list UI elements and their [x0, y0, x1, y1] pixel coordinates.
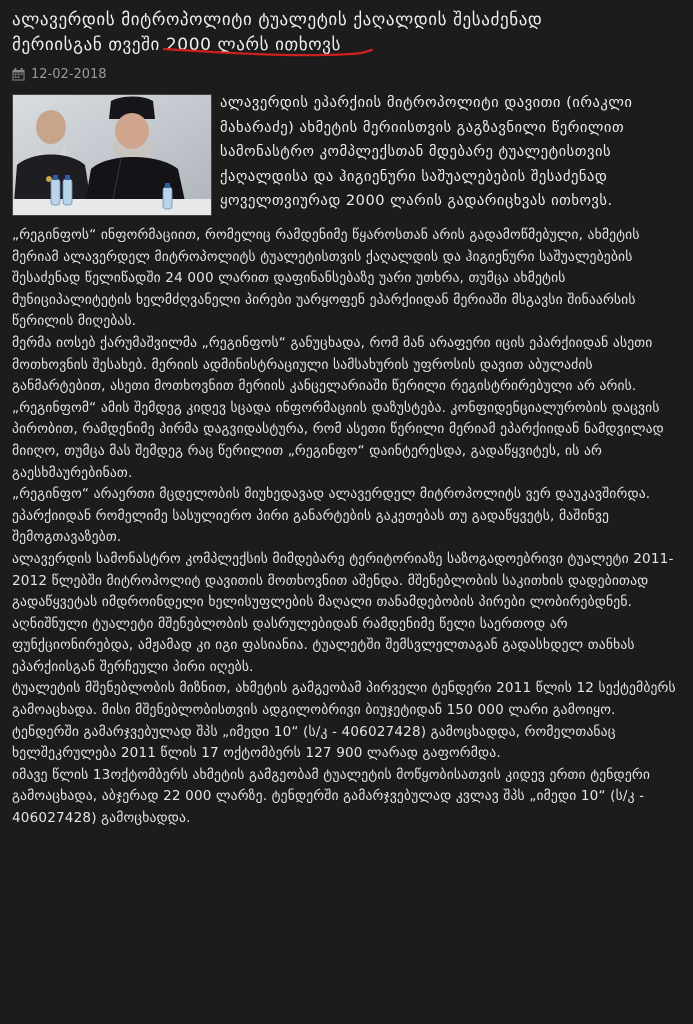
clergy-photo [12, 94, 212, 216]
lead-block [12, 91, 681, 218]
title-line-1: ალავერდის მიტროპოლიტი ტუალეტის ქაღალდის შესაძენად [12, 10, 543, 30]
handdrawn-underline-mark [162, 44, 374, 58]
article-paragraph-4: „რეგინფო“ არაერთი მცდელობის მიუხედავად ალავერდელ მიტროპოლიტს ვერ დაუკავშირდა. ეპარქიიდან რომელიმე სასულიერო პირი განარტების გაკეთებას თუ გადაწყვეტს, მაშინვე შემოგთავაზებთ. [12, 486, 651, 546]
article-body [12, 91, 681, 830]
article-paragraph-5: ალავერდის სამონასტრო კომპლექსის მიმდებარე ტერიტორიაზე საზოგადოებრივი ტუალეტი 2011-2012 წლებში მიტროპოლიტ დავითის მოთხოვნით აშენდა. მშენებლობის საკითხის დადებითად გადაწყვეტას იმდროინდელი ხელისუფლების მაღალი თანამდებობის პირები ლობირებდნენ. [12, 550, 674, 611]
article-paragraph-8: იმავე წლის 13ოქტომბერს ახმეტის გამგეობამ ტუალეტის მოწყობისათვის კიდევ ერთი ტენდერი გამოაცხადა, აბჯერად 22 000 ლარზე. ტენდერში გამარჯვებულად კვლავ შპს „იმედი 10“ (ს/კ - 406027428) გამოცხადდა. [12, 766, 651, 827]
title-line-2-start: მერიისგან თვეში [12, 35, 166, 55]
article-paragraph-1: „რეგინფოს“ ინფორმაციით, რომელიც რამდენიმე წყაროსთან არის გადამოწმებული, ახმეტის მერიამ ალავერდელ მიტროპოლიტს ტუალეტისთვის ქაღალდის და ჰიგიენური საშუალებების შესაძენად წელიწადში 24 000 ლარით დაფინანსებაზე უარი უთხრა, თუმცა ახმეტის მუნიციპალიტეტის ხელმძღვანელი პირები უარყოფენ ეპარქიიდან მერიაში მსგავსი შინაარსის წერილის მიღებას. [12, 227, 640, 330]
article-paragraph-2: მერმა იოსებ ქარუმაშვილმა „რეგინფოს“ განუცხადა, რომ მან არაფერი იცის ეპარქიიდან ასეთი მოთხოვნის შესახებ. მერიის ადმინისტრაციული სამსახურის უფროსის დავით აბულაძის განმარტებით, ასეთი მოთხოვნით მერიის კანცელარიაში წერილი რეგისტრირებული არ არის. [12, 334, 653, 395]
title-highlight: 2000 ლარს ითხოვს [165, 35, 341, 55]
calendar-icon [12, 68, 25, 81]
article-date: 12-02-2018 [31, 67, 107, 82]
article-paragraph-6: აღნიშნული ტუალეტი მშენებლობის დასრულებიდან რამდენიმე წელი საერთოდ არ ფუნქციონირებდა, ამჟამად კი იგი ფასიანია. ტუალეტში შემსვლელთაგან გადასხდელ თანხას ეპარქიისგან შერჩეული პირი იღებს. [12, 615, 635, 675]
article-paragraph-7: ტუალეტის მშენებლობის მიზნით, ახმეტის გამგეობამ პირველი ტენდერი 2011 წლის 12 სექტემბერს გამოაცხადა. მისი მშენებლობისთვის ადგილობრივი ბიუჯეტიდან 150 000 ლარი გამოიყო. ტენდერში გამარჯვებულად შპს „იმედი 10“ (ს/კ - 406027428) გამოცხადდა, რომელთანაც ხელშეკრულება 2011 წლის 17 ოქტომბერს 127 900 ლარად გაფორმდა. [12, 680, 676, 762]
article-lead: ალავერდის ეპარქიის მიტროპოლიტი დავითი (ირაკლი მახარაძე) ახმეტის მერიისთვის გაგზავნილი წერილით სამონასტრო კომპლექსთან მდებარე ტუალეტისთვის ქაღალდისა და ჰიგიენური საშუალებების შესაძენად ყოველთვიურად 2000 ლარის გადარიცხვას ითხოვს. [220, 94, 633, 209]
article-paragraph-3: „რეგინფომ“ ამის შემდეგ კიდევ სცადა ინფორმაციის დაზუსტება. კონფიდენციალურობის დაცვის პირობით, რამდენიმე პირმა დაგვიდასტურა, რომ ასეთი წერილი მერიამ ეპარქიიდან ნამდვილად მიიღო, თუმცა მას შემდეგ რაც წერილით „რეგინფო“ დაინტერესდა, გადაწყვიტეს, ის არ გაესხმაურებინათ. [12, 399, 664, 481]
article-date-row [12, 67, 681, 82]
